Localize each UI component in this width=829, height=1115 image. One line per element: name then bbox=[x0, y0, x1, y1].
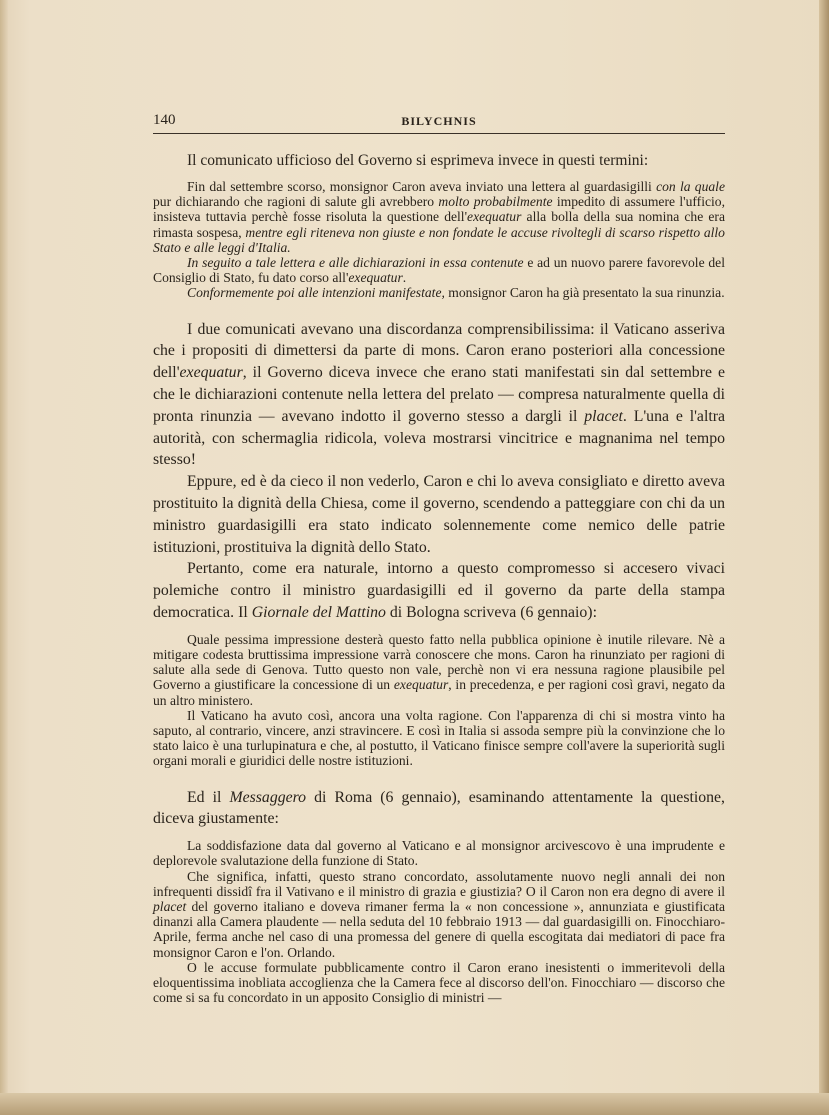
quote-paragraph: Quale pessima impressione desterà questo fatto nella pubblica opinione è inutile rilevare. Nè a mitigare codesta bruttissima impressione varrà conoscere che mons. Caron ha rinunziato per ragioni di salute alla sede di Genova. Tutto questo non vale, perchè non vi era nessuna ragione plausibile pel Governo a giustificare la concessione di un exequatur, in precedenza, e per ragioni così gravi, negato da un altro ministero. bbox=[153, 631, 725, 708]
quote-paragraph: Il Vaticano ha avuto così, ancora una volta ragione. Con l'apparenza di chi si mostra vinto ha saputo, al contrario, vincere, anzi stravincere. E così in Italia si assoda sempre più la convinzione che lo stato laico è una turlupinatura e che, al postutto, il Vaticano finisce sempre coll'avere la superiorità sugli organi morali e giuridici delle nostre istituzioni. bbox=[153, 707, 725, 769]
intro-paragraph: Il comunicato ufficioso del Governo si esprimeva invece in questi termini: bbox=[187, 152, 649, 169]
quote-paragraph: La soddisfazione data dal governo al Vaticano e al monsignor arcivescovo è una imprudente e deplorevole svalutazione della funzione di Stato. bbox=[153, 838, 725, 869]
page-bottom-edge bbox=[0, 1093, 829, 1115]
quote-paragraph: Fin dal settembre scorso, monsignor Caron aveva inviato una lettera al guardasigilli con la quale pur dichiarando che ragioni di salute gli avrebbero molto probabilmente impedito di assumere l'ufficio, insisteva tuttavia perchè fosse risoluta la questione dell'exequatur alla bolla della sua nomina che era rimasta sospesa, mentre egli riteneva non giuste e non fondate le accuse rivoltegli di scarso rispetto allo Stato e alle leggi d'Italia. bbox=[153, 179, 725, 255]
quote-paragraph: O le accuse formulate pubblicamente contro il Caron erano inesistenti o immeritevoli della eloquentissima inobliata accoglienza che la Camera fece al discorso dell'on. Finocchiaro — discorso che come si sa fu concordato in un apposito Consiglio di ministri — bbox=[153, 959, 725, 1006]
page-content bbox=[153, 150, 725, 1023]
quote-giornale-del-mattino bbox=[153, 632, 725, 769]
body-paragraph: I due comunicati avevano una discordanza comprensibilissima: il Vaticano asseriva che i propositi di dimettersi da parte di mons. Caron erano posteriori alla concessione dell'exequatur, il Governo diceva invece che erano stati manifestati sin dal settembre e che le dichiarazioni contenute nella lettera del prelato — compresa naturalmente quella di pronta rinunzia — avevano indotto il governo stesso a dargli il placet. L'una e l'altra autorità, con schermaglia ridicola, voleva mostrarsi vincitrice e magnanima nel tempo stesso! bbox=[153, 320, 725, 469]
page-header bbox=[153, 112, 725, 134]
running-title: BILYCHNIS bbox=[401, 114, 477, 128]
page-right-edge bbox=[819, 0, 829, 1115]
body-text-1 bbox=[153, 319, 725, 624]
quote-messaggero bbox=[153, 838, 725, 1005]
body-paragraph: Pertanto, come era naturale, intorno a questo compromesso si accesero vivaci polemiche contro il ministro guardasigilli ed il governo da parte della stampa democratica. Il Giornale del Mattino di Bologna scriveva (6 gennaio): bbox=[153, 560, 725, 621]
quote-government-communique bbox=[153, 179, 725, 301]
quote-paragraph: Conformemente poi alle intenzioni manifestate, monsignor Caron ha già presentato la sua rinunzia. bbox=[187, 285, 725, 301]
quote-paragraph: Che significa, infatti, questo strano concordato, assolutamente nuovo negli annali dei non infrequenti dissidî fra il Vativano e il ministro di grazia e giustizia? O il Caron non era degno di avere il placet del governo italiano e doveva rimaner ferma la « non concessione », annunziata e giustificata dinanzi alla Camera plaudente — nella seduta del 10 febbraio 1913 — dal guardasigilli on. Finocchiaro-Aprile, ferma anche nel caso di una promessa del genere di quella escogitata dai mediatori di pace fra monsignor Caron e l'on. Orlando. bbox=[153, 868, 725, 960]
body-paragraph: Ed il Messaggero di Roma (6 gennaio), esaminando attentamente la questione, diceva giustamente: bbox=[153, 788, 725, 828]
quote-paragraph: In seguito a tale lettera e alle dichiarazioni in essa contenute e ad un nuovo parere favorevole del Consiglio di Stato, fu dato corso all'exequatur. bbox=[153, 255, 725, 286]
page-left-edge bbox=[0, 0, 8, 1115]
body-paragraph: Eppure, ed è da cieco il non vederlo, Caron e chi lo aveva consigliato e diretto aveva prostituito la dignità della Chiesa, come il governo, scendendo a patteggiare con chi da un ministro guardasigilli era stato indicato solennemente come nemico delle patrie istituzioni, prostituiva la dignità dello Stato. bbox=[153, 473, 725, 556]
page-number: 140 bbox=[153, 112, 176, 128]
body-text-2 bbox=[153, 787, 725, 831]
header-rule bbox=[153, 133, 725, 134]
